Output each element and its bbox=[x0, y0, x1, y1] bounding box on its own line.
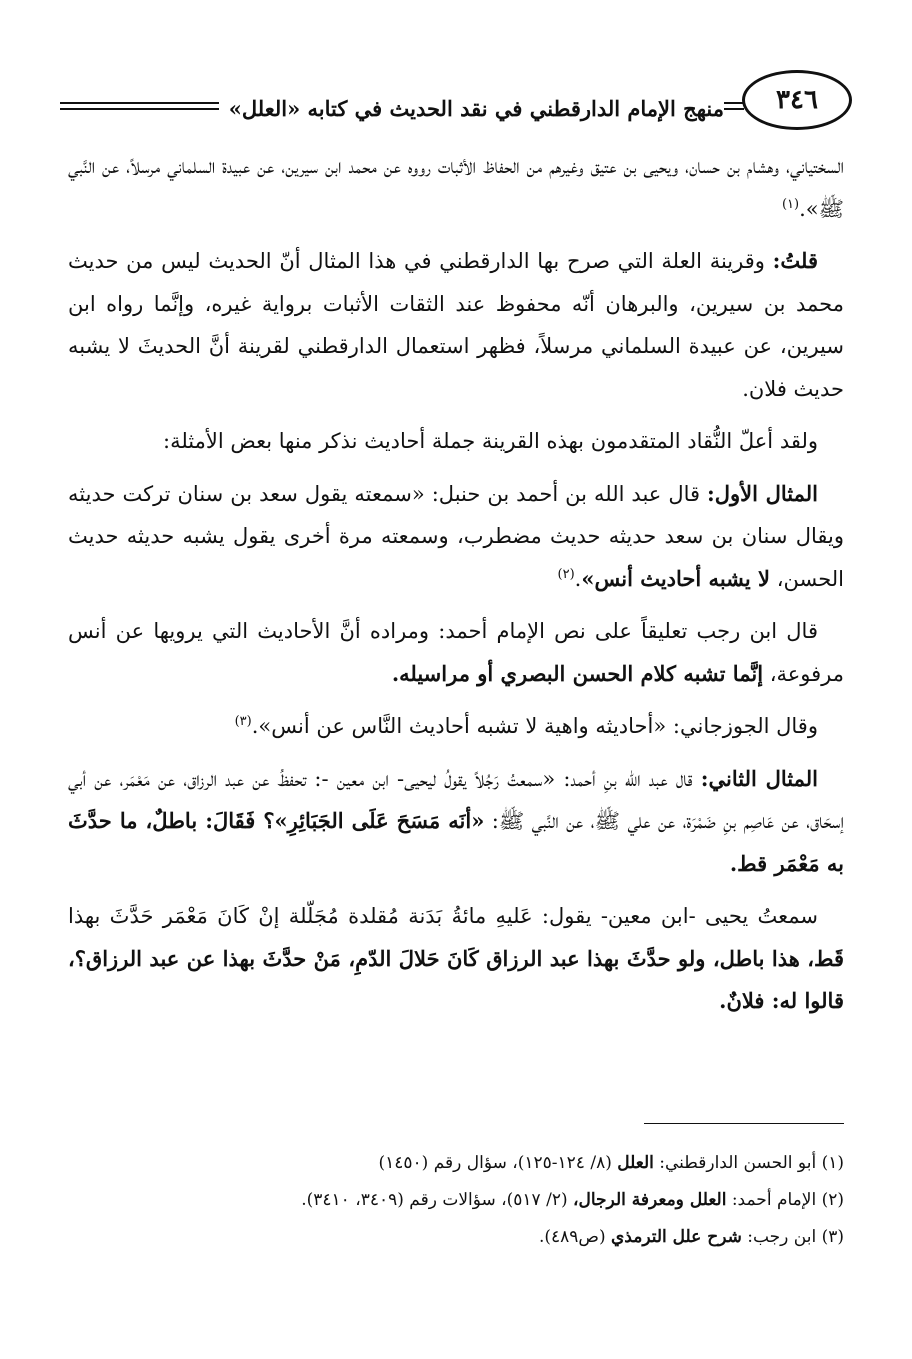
page-number-badge: ٣٤٦ bbox=[742, 70, 852, 130]
footnote-item bbox=[68, 1182, 844, 1219]
footnote-number: (٢) bbox=[821, 1190, 844, 1210]
footnote-marker: (١) bbox=[781, 196, 800, 212]
paragraph-emphasis: «أنَه مَسَحَ عَلَى الجَبَائِرِ»؟ فَقَالَ: باطلٌ، ما حدَّثَ به مَعْمَر قط. bbox=[68, 808, 844, 876]
paragraph bbox=[68, 420, 844, 463]
footnote-detail: (٢/ ٥١٧)، سؤالات رقم (٣٤٠٩، ٣٤١٠). bbox=[301, 1190, 574, 1210]
footnote-author: ابن رجب: bbox=[741, 1227, 817, 1247]
header-title-wrap bbox=[219, 96, 724, 121]
running-header bbox=[60, 70, 852, 130]
paragraph bbox=[68, 705, 844, 748]
footnote-separator bbox=[644, 1123, 844, 1124]
paragraph-emphasis: إنَّما تشبه كلام الحسن البصري أو مراسيله. bbox=[391, 660, 764, 686]
paragraph-text: وقرينة العلة التي صرح بها الدارقطني في هذا المثال أنّ الحديث ليس من حديث محمد بن سيرين، والبرهان أنّه محفوظ عند الثقات الأثبات برواية غيره، وإنَّما رواه ابن سيرين، عن عبيدة السلماني مرسلاً، فظهر استعمال الدارقطني لقرينة أنَّ الحديثَ لا يشبه حديث فلان. bbox=[68, 249, 844, 401]
paragraph-text: السختياني، وهشام بن حسان، ويحيى بن عتيق وغيرهم من الحفاظ الأثبات رووه عن محمد ابن سيرين، عن عبيدة السلماني مرسلاً، عن النَّبي ﷺ» bbox=[68, 154, 844, 221]
paragraph-lead: المثال الثاني: bbox=[700, 765, 818, 791]
paragraph-tail: . bbox=[251, 714, 259, 738]
footnote-author: الإمام أحمد: bbox=[726, 1190, 817, 1210]
paragraph-text: وقال الجوزجاني: «أحاديثه واهية لا تشبه أحاديث النَّاس عن أنس» bbox=[258, 714, 818, 738]
footnote-number: (١) bbox=[821, 1153, 844, 1173]
paragraph bbox=[68, 145, 844, 230]
footnotes bbox=[68, 1145, 844, 1256]
paragraph bbox=[68, 758, 844, 886]
paragraph bbox=[68, 895, 844, 1023]
footnote-number: (٣) bbox=[821, 1227, 844, 1247]
footnote-detail: (ص٤٨٩). bbox=[538, 1227, 611, 1247]
footnote-detail: (٨/ ١٢٤-١٢٥)، سؤال رقم (١٤٥٠) bbox=[378, 1153, 618, 1173]
footnote-marker: (٣) bbox=[234, 714, 252, 729]
paragraph-text: قال ابن رجب تعليقاً على نص الإمام أحمد: ومراده أنَّ الأحاديث التي يرويها عن أنس مرفوعة، bbox=[68, 619, 844, 686]
paragraph-text: ولقد أعلّ النُّقاد المتقدمون بهذه القرينة جملة أحاديث نذكر منها بعض الأمثلة: bbox=[163, 429, 818, 453]
footnote-reference: العلل ومعرفة الرجال، bbox=[573, 1190, 727, 1210]
paragraph-lead: المثال الأول: bbox=[707, 480, 818, 506]
footnote-author: أبو الحسن الدارقطني: bbox=[653, 1153, 817, 1173]
paragraph-emphasis: لا يشبه أحاديث أنس» bbox=[581, 565, 771, 591]
paragraph bbox=[68, 610, 844, 695]
body-text bbox=[68, 145, 844, 1033]
footnote-marker: (٢) bbox=[557, 566, 575, 582]
paragraph-tail: . bbox=[799, 196, 806, 221]
paragraph-text: قال عبد الله بنِ أحمد: «سمعتُ رَجُلاً يقولُ ليحيى- ابن معين -: تحفظُ عن عبد الرزاق، عن مَعْمَر، عن أبي إسحَاق، عن عَاصِم بنِ ضَمْرَة، عن علي ﷺ، عن النَّبي ﷺ: bbox=[68, 766, 844, 833]
paragraph-text: قال عبد الله بن أحمد بن حنبل: «سمعته يقول سعد بن سنان تركت حديثه ويقال سنان بن سعد حديثه حديث مضطرب، وسمعته مرة أخرى يقول يشبه حديثه حديث الحسن، bbox=[68, 481, 844, 591]
paragraph-emphasis: قَط، هذا باطل، ولو حدَّثَ بهذا عبد الرزاق كَانَ حَلالَ الدّمِ، مَنْ حدَّثَ بهذا عن عبد الرزاق؟، قالوا له: فلانٌ. bbox=[68, 945, 844, 1013]
footnote-item bbox=[68, 1145, 844, 1182]
running-title: منهج الإمام الدارقطني في نقد الحديث في كتابه «العلل» bbox=[228, 96, 724, 121]
paragraph-lead: قلتُ: bbox=[772, 248, 818, 273]
footnote-reference: العلل bbox=[617, 1153, 654, 1173]
footnote-reference: شرح علل الترمذي bbox=[610, 1227, 742, 1247]
paragraph bbox=[68, 240, 844, 410]
paragraph bbox=[68, 473, 844, 601]
paragraph-tail: . bbox=[574, 566, 582, 591]
footnote-item bbox=[68, 1219, 844, 1256]
paragraph-text: سمعتُ يحيى -ابن معين- يقول: عَليهِ مائةُ بَدَنة مُقلدة مُجَلّلة إنْ كَانَ مَعْمَر حَدَّثَ بهذا bbox=[68, 904, 818, 928]
